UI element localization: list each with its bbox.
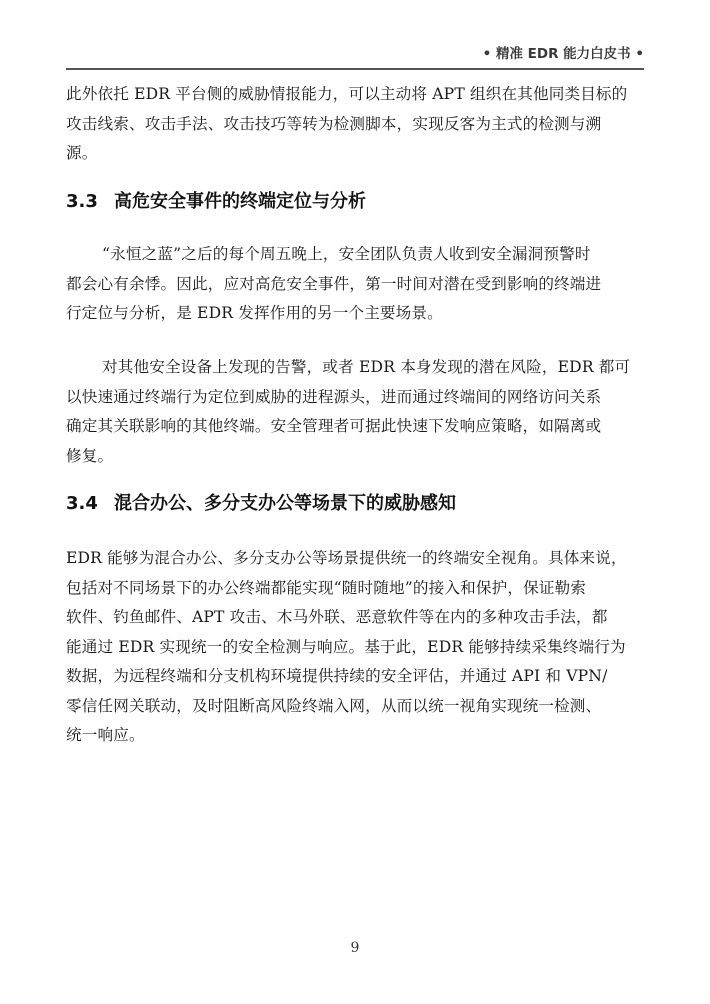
section-3-3-paragraph-1 bbox=[66, 240, 636, 329]
running-header: • 精准 EDR 能力白皮书 • bbox=[482, 46, 644, 62]
section-3-4-paragraph-1 bbox=[66, 544, 636, 751]
text-line: 确定其关联影响的其他终端。安全管理者可据此快速下发响应策略，如隔离或 bbox=[66, 417, 602, 435]
section-number: 3.3 bbox=[66, 191, 98, 212]
section-title: 高危安全事件的终端定位与分析 bbox=[114, 191, 366, 212]
page-number: 9 bbox=[350, 940, 360, 956]
intro-paragraph bbox=[66, 80, 636, 169]
section-3-3-paragraph-2 bbox=[66, 353, 636, 471]
text-line: 都会心有余悸。因此，应对高危安全事件，第一时间对潜在受到影响的终端进 bbox=[66, 274, 602, 293]
section-heading-3-4 bbox=[66, 492, 644, 516]
text-line: 此外依托 EDR 平台侧的威胁情报能力，可以主动将 APT 组织在其他同类目标的 bbox=[66, 85, 628, 103]
text-line: 以快速通过终端行为定位到威胁的进程源头，进而通过终端间的网络访问关系 bbox=[66, 387, 602, 406]
text-line: 源。 bbox=[66, 144, 98, 162]
section-number: 3.4 bbox=[66, 493, 98, 514]
text-line: 修复。 bbox=[66, 446, 114, 465]
text-line: 能通过 EDR 实现统一的安全检测与响应。基于此，EDR 能够持续采集终端行为 bbox=[66, 637, 626, 656]
text-line: EDR 能够为混合办公、多分支办公等场景提供统一的终端安全视角。具体来说， bbox=[66, 549, 627, 567]
text-line: 数据，为远程终端和分支机构环境提供持续的安全评估，并通过 API 和 VPN/ bbox=[66, 667, 608, 685]
header-divider bbox=[66, 68, 644, 70]
text-line: 包括对不同场景下的办公终端都能实现“随时随地”的接入和保护，保证勒索 bbox=[66, 578, 587, 597]
text-line: 零信任网关联动，及时阻断高风险终端入网，从而以统一视角实现统一检测、 bbox=[66, 696, 602, 715]
text-line: 对其他安全设备上发现的告警，或者 EDR 本身发现的潜在风险，EDR 都可 bbox=[102, 358, 631, 376]
text-line: “永恒之蓝”之后的每个周五晚上，安全团队负责人收到安全漏洞预警时 bbox=[102, 245, 591, 263]
text-line: 攻击线索、攻击手法、攻击技巧等转为检测脚本，实现反客为主式的检测与溯 bbox=[66, 114, 602, 133]
text-line: 行定位与分析，是 EDR 发挥作用的另一个主要场景。 bbox=[66, 304, 443, 322]
section-heading-3-3 bbox=[66, 190, 644, 214]
text-line: 统一响应。 bbox=[66, 726, 145, 744]
section-title: 混合办公、多分支办公等场景下的威胁感知 bbox=[114, 493, 456, 514]
text-line: 软件、钓鱼邮件、APT 攻击、木马外联、恶意软件等在内的多种攻击手法，都 bbox=[66, 608, 608, 626]
